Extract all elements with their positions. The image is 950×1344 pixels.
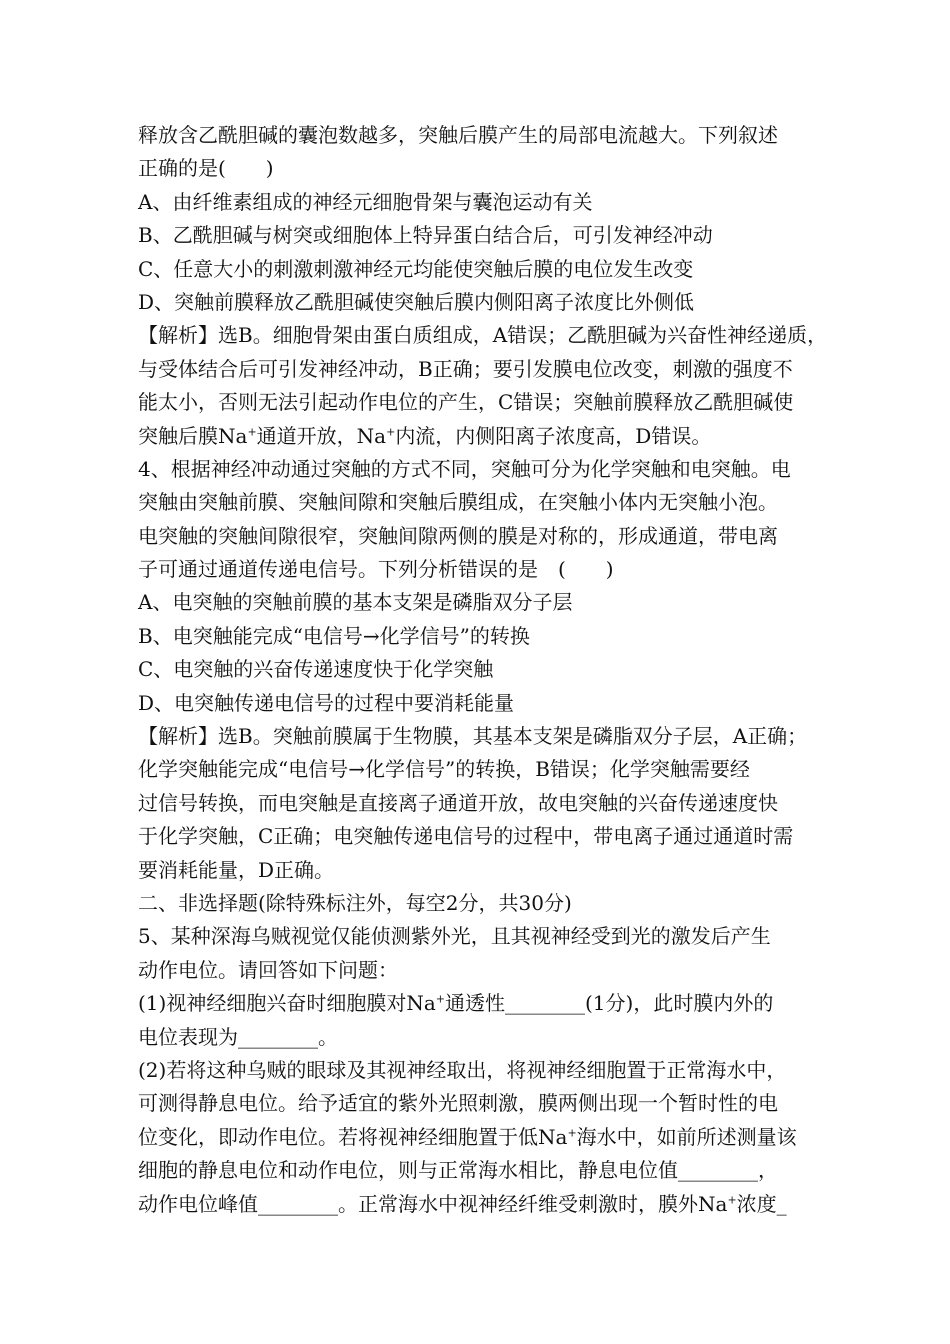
line-text: C、电突触的兴奋传递速度快于化学突触 — [138, 657, 494, 682]
line-text: 位变化，即动作电位。若将视神经细胞置于低Na — [138, 1124, 568, 1149]
line-text: 【解析】选B。细胞骨架由蛋白质组成，A错误；乙酰胆碱为兴奋性神经递质， — [138, 323, 828, 348]
analysis-line — [138, 353, 850, 386]
line-text: 4、根据神经冲动通过突触的方式不同，突触可分为化学突触和电突触。电 — [138, 456, 791, 481]
sub-question-2-line — [138, 1188, 850, 1221]
superscript-plus: + — [727, 1192, 737, 1206]
analysis-line — [138, 420, 850, 453]
option-c-line — [138, 253, 850, 286]
line-text: 于化学突触，C正确；电突触传递电信号的过程中，带电离子通过通道时需 — [138, 824, 794, 849]
line-text: 5、某种深海乌贼视觉仅能侦测紫外光，且其视神经受到光的激发后产生 — [138, 924, 771, 949]
line-text: 过信号转换，而电突触是直接离子通道开放，故电突触的兴奋传递速度快 — [138, 790, 778, 815]
line-text: 正确的是( ) — [138, 156, 274, 181]
superscript-plus: + — [386, 424, 396, 438]
document-body — [138, 119, 850, 1221]
question-4-line — [138, 486, 850, 519]
analysis-line — [138, 753, 850, 786]
analysis-line — [138, 820, 850, 853]
option-d-line — [138, 687, 850, 720]
line-text: 二、非选择题(除特殊标注外，每空2分，共30分) — [138, 890, 572, 915]
line-text: D、突触前膜释放乙酰胆碱使突触后膜内侧阳离子浓度比外侧低 — [138, 289, 695, 314]
line-text: B、乙酰胆碱与树突或细胞体上特异蛋白结合后，可引发神经冲动 — [138, 223, 713, 248]
sub-question-2-line — [138, 1154, 850, 1187]
superscript-plus: + — [567, 1126, 577, 1140]
line-text: D、电突触传递电信号的过程中要消耗能量 — [138, 690, 515, 715]
question-4-line — [138, 553, 850, 586]
line-text: B、电突触能完成“电信号→化学信号”的转换 — [138, 623, 530, 648]
question-5-line — [138, 954, 850, 987]
line-text: 能太小，否则无法引起动作电位的产生，C错误；突触前膜释放乙酰胆碱使 — [138, 390, 794, 415]
line-text: 突触由突触前膜、突触间隙和突触后膜组成，在突触小体内无突触小泡。 — [138, 490, 778, 515]
sub-question-2-line — [138, 1054, 850, 1087]
option-a-line — [138, 586, 850, 619]
line-text: 电突触的突触间隙很窄，突触间隙两侧的膜是对称的，形成通道，带电离 — [138, 523, 778, 548]
superscript-plus: + — [435, 992, 445, 1006]
analysis-line — [138, 787, 850, 820]
line-text: A、由纤维素组成的神经元细胞骨架与囊泡运动有关 — [138, 189, 593, 214]
text-line — [138, 152, 850, 185]
superscript-plus: + — [247, 424, 257, 438]
analysis-line — [138, 720, 850, 753]
line-text: 海水中，如前所述测量该 — [576, 1124, 797, 1149]
option-a-line — [138, 186, 850, 219]
sub-question-1-line — [138, 987, 850, 1020]
line-text: 【解析】选B。突触前膜属于生物膜，其基本支架是磷脂双分子层，A正确； — [138, 724, 808, 749]
analysis-line — [138, 319, 850, 352]
line-text: (2)若将这种乌贼的眼球及其视神经取出，将视神经细胞置于正常海水中， — [138, 1057, 787, 1082]
line-text: 化学突触能完成“电信号→化学信号”的转换，B错误；化学突触需要经 — [138, 757, 750, 782]
line-text: 通透性________(1分)，此时膜内外的 — [444, 991, 774, 1016]
option-c-line — [138, 653, 850, 686]
line-text: 子可通过通道传递电信号。下列分析错误的是 ( ) — [138, 557, 614, 582]
line-text: (1)视神经细胞兴奋时细胞膜对Na — [138, 991, 436, 1016]
line-text: 通道开放，Na — [256, 423, 387, 448]
line-text: 与受体结合后可引发神经冲动，B正确；要引发膜电位改变，刺激的强度不 — [138, 356, 793, 381]
line-text: 浓度_ — [736, 1191, 787, 1216]
line-text: 可测得静息电位。给予适宜的紫外光照刺激，膜两侧出现一个暂时性的电 — [138, 1091, 778, 1116]
sub-question-2-line — [138, 1087, 850, 1120]
section-heading — [138, 887, 850, 920]
option-b-line — [138, 219, 850, 252]
line-text: 电位表现为________。 — [138, 1024, 338, 1049]
question-4-line — [138, 520, 850, 553]
line-text: 内流，内侧阳离子浓度高，D错误。 — [395, 423, 712, 448]
sub-question-1-line — [138, 1021, 850, 1054]
analysis-line — [138, 386, 850, 419]
option-b-line — [138, 620, 850, 653]
line-text: 细胞的静息电位和动作电位，则与正常海水相比，静息电位值________， — [138, 1158, 778, 1183]
line-text: C、任意大小的刺激刺激神经元均能使突触后膜的电位发生改变 — [138, 256, 694, 281]
line-text: 突触后膜Na — [138, 423, 248, 448]
line-text: 要消耗能量，D正确。 — [138, 857, 335, 882]
analysis-line — [138, 854, 850, 887]
text-line — [138, 119, 850, 152]
question-4-line — [138, 453, 850, 486]
line-text: 释放含乙酰胆碱的囊泡数越多，突触后膜产生的局部电流越大。下列叙述 — [138, 123, 778, 147]
line-text: 动作电位峰值________。正常海水中视神经纤维受刺激时，膜外Na — [138, 1191, 728, 1216]
question-5-line — [138, 920, 850, 953]
sub-question-2-line — [138, 1121, 850, 1154]
line-text: A、电突触的突触前膜的基本支架是磷脂双分子层 — [138, 590, 573, 615]
option-d-line — [138, 286, 850, 319]
line-text: 动作电位。请回答如下问题： — [138, 957, 398, 982]
